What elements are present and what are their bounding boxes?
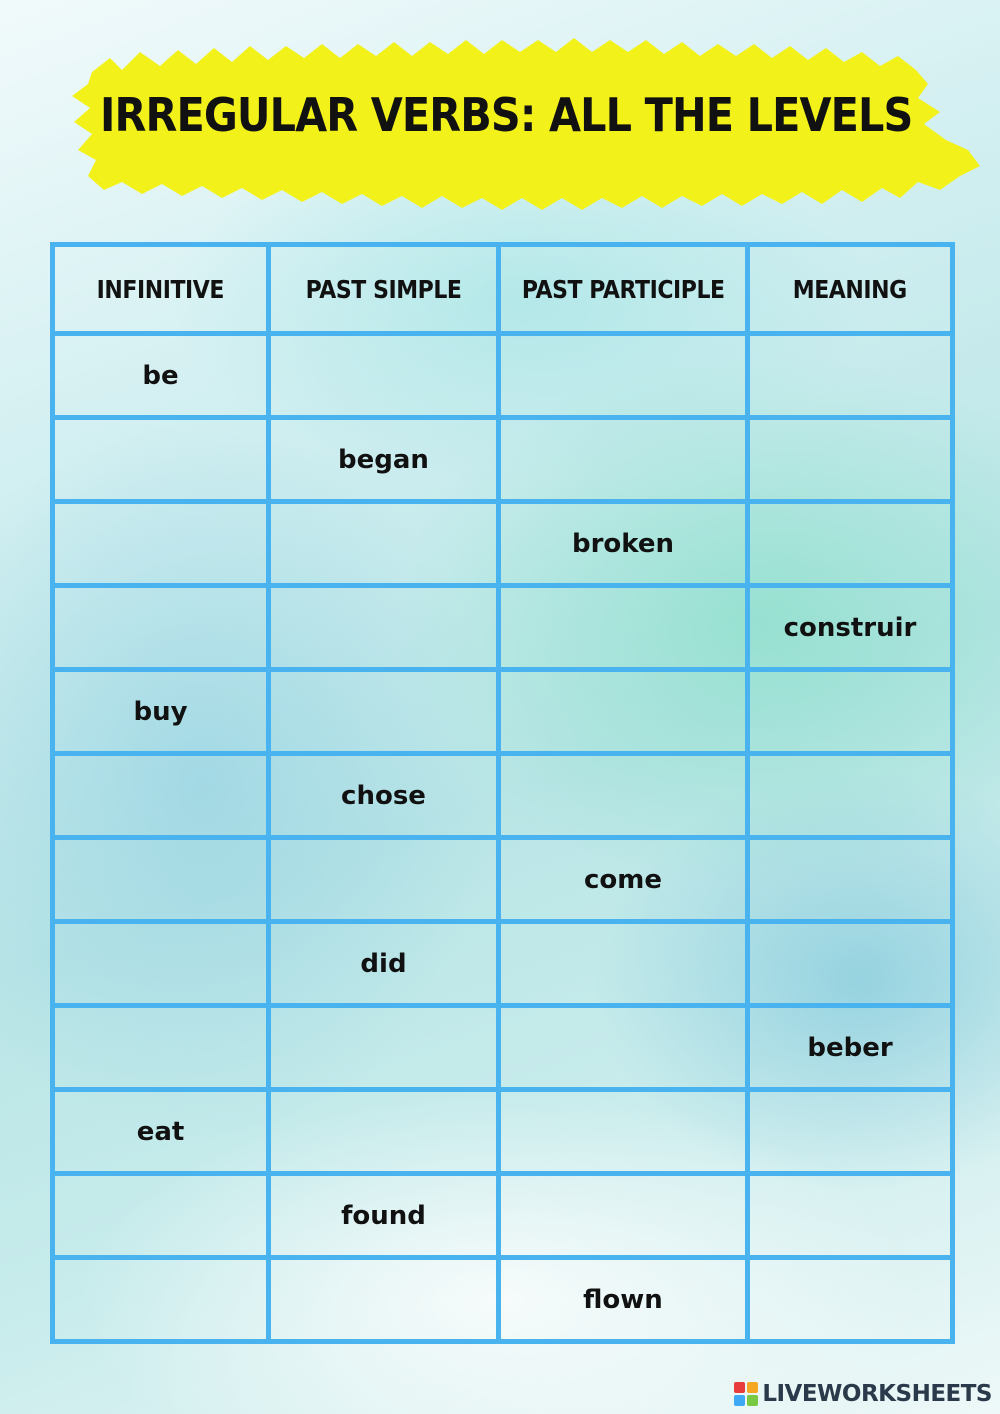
cell-past-simple: chose — [269, 754, 499, 838]
cell-infinitive[interactable] — [53, 586, 269, 670]
cell-past-participle[interactable] — [499, 1006, 748, 1090]
cell-past-simple[interactable] — [269, 334, 499, 418]
cell-infinitive[interactable] — [53, 922, 269, 1006]
cell-meaning[interactable] — [748, 838, 953, 922]
cell-meaning: beber — [748, 1006, 953, 1090]
cell-meaning[interactable] — [748, 1090, 953, 1174]
cell-past-participle: come — [499, 838, 748, 922]
liveworksheets-icon — [734, 1382, 758, 1406]
cell-meaning[interactable] — [748, 1174, 953, 1258]
cell-meaning[interactable] — [748, 418, 953, 502]
cell-meaning[interactable] — [748, 1258, 953, 1342]
logo-text: LIVEWORKSHEETS — [762, 1381, 992, 1407]
header-meaning: MEANING — [748, 245, 953, 334]
cell-infinitive[interactable] — [53, 754, 269, 838]
table-row — [53, 1006, 953, 1090]
logo-square-green — [747, 1395, 758, 1406]
table-row — [53, 334, 953, 418]
cell-past-simple: began — [269, 418, 499, 502]
cell-past-participle[interactable] — [499, 418, 748, 502]
cell-past-simple[interactable] — [269, 670, 499, 754]
cell-past-simple: found — [269, 1174, 499, 1258]
cell-past-simple[interactable] — [269, 1006, 499, 1090]
table-row — [53, 1258, 953, 1342]
cell-meaning[interactable] — [748, 670, 953, 754]
table-row — [53, 754, 953, 838]
cell-infinitive[interactable] — [53, 1258, 269, 1342]
cell-past-participle: broken — [499, 502, 748, 586]
cell-past-simple[interactable] — [269, 1258, 499, 1342]
cell-past-simple[interactable] — [269, 502, 499, 586]
table-row — [53, 502, 953, 586]
header-infinitive: INFINITIVE — [53, 245, 269, 334]
cell-infinitive[interactable] — [53, 502, 269, 586]
table-row — [53, 670, 953, 754]
irregular-verbs-table — [50, 242, 955, 1344]
table-header-row — [53, 245, 953, 334]
cell-past-simple[interactable] — [269, 1090, 499, 1174]
cell-past-simple[interactable] — [269, 586, 499, 670]
cell-past-participle[interactable] — [499, 334, 748, 418]
table-row — [53, 838, 953, 922]
cell-past-participle: flown — [499, 1258, 748, 1342]
cell-past-participle[interactable] — [499, 1090, 748, 1174]
cell-infinitive[interactable] — [53, 1174, 269, 1258]
table-row — [53, 586, 953, 670]
cell-infinitive: buy — [53, 670, 269, 754]
table-row — [53, 1174, 953, 1258]
logo-square-orange — [747, 1382, 758, 1393]
cell-past-participle[interactable] — [499, 754, 748, 838]
header-past-participle: PAST PARTICIPLE — [499, 245, 748, 334]
cell-infinitive: eat — [53, 1090, 269, 1174]
cell-past-participle[interactable] — [499, 670, 748, 754]
cell-meaning: construir — [748, 586, 953, 670]
cell-meaning[interactable] — [748, 334, 953, 418]
cell-meaning[interactable] — [748, 922, 953, 1006]
cell-infinitive[interactable] — [53, 1006, 269, 1090]
liveworksheets-logo[interactable] — [734, 1379, 992, 1409]
cell-past-participle[interactable] — [499, 586, 748, 670]
cell-past-participle[interactable] — [499, 922, 748, 1006]
table-row — [53, 1090, 953, 1174]
cell-infinitive[interactable] — [53, 838, 269, 922]
cell-infinitive[interactable] — [53, 418, 269, 502]
logo-square-red — [734, 1382, 745, 1393]
cell-infinitive: be — [53, 334, 269, 418]
title-banner — [0, 0, 1000, 230]
table-row — [53, 418, 953, 502]
cell-past-simple: did — [269, 922, 499, 1006]
cell-meaning[interactable] — [748, 502, 953, 586]
cell-meaning[interactable] — [748, 754, 953, 838]
page-title: IRREGULAR VERBS: ALL THE LEVELS — [100, 88, 913, 142]
logo-square-blue — [734, 1395, 745, 1406]
table-row — [53, 922, 953, 1006]
header-past-simple: PAST SIMPLE — [269, 245, 499, 334]
cell-past-simple[interactable] — [269, 838, 499, 922]
cell-past-participle[interactable] — [499, 1174, 748, 1258]
